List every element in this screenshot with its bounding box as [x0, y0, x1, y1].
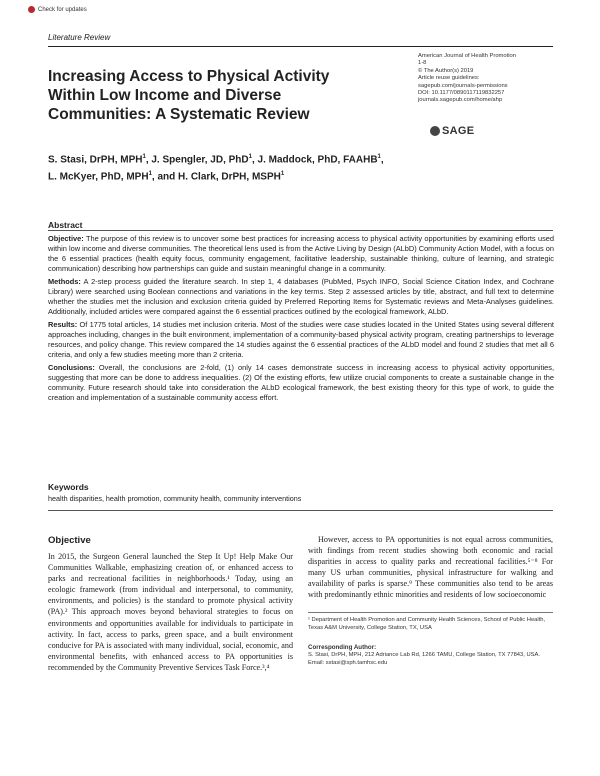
sage-logo-text: SAGE: [442, 125, 475, 137]
affiliation-marker: 1: [248, 154, 252, 160]
left-column: [48, 535, 293, 673]
abstract-body: [48, 234, 554, 406]
abstract-divider: [48, 230, 553, 231]
author-name: , J. Maddock, PhD, FAAHB: [251, 154, 378, 166]
abstract-label: Conclusions:: [48, 363, 95, 372]
sage-logo-icon: [430, 126, 440, 136]
author-name: S. Stasi, DrPH, MPH: [48, 154, 143, 166]
corresponding-address: S. Stasi, DrPH, MPH, 212 Adriance Lab Rd, 1266 TAMU, College Station, TX 77843, USA.: [308, 652, 540, 658]
meta-line[interactable]: journals.sagepub.com/home/ahp: [418, 97, 503, 104]
abstract-objective: [48, 234, 554, 274]
keywords-heading: Keywords: [48, 482, 89, 492]
meta-line: 1-8: [418, 60, 427, 67]
meta-line[interactable]: sagepub.com/journals-permissions: [418, 82, 508, 89]
affiliation-marker: 1: [377, 154, 381, 160]
right-column: [308, 534, 553, 601]
abstract-text: Overall, the conclusions are 2-fold, (1) only 14 cases demonstrate success in increasing access to physical activity opportunities, suggesting that more can be done to address inequalities. (2) Of the existing efforts, few utilize crucial components to create a sustainable change in the community. Future research should take into consideration the ALbD ecological framework, the best existing theory for this type of work, to guide the creation and implementation of a sustainable community access effort.: [48, 363, 554, 402]
abstract-text: The purpose of this review is to uncover some best practices for increasing access to physical activity opportunities by examining efforts used within low income and diverse communities. The theoretical lens used is from the Active Living by Design (ALbD) Community Action Model, with a focus on the 6 essential practices (health equity focus, community engagement, facilitative leadership, sustainable thinking, culture of learning, and strategic communication) describing how partnerships can guide and sustain meaningful change in a community.: [48, 234, 554, 273]
body-paragraph: However, access to PA opportunities is not equal across communities, with findings from recent studies showing both economic and racial disparities in access to quality parks and recreational facilities.⁵⁻⁸ For many US urban communities, physical infrastructure for walking and availability of parks is sparse.⁹ These communities also tend to be areas with predominantly ethnic minorities and residents of low socioeconomic: [308, 535, 553, 600]
objective-heading: Objective: [48, 535, 91, 546]
author-name: L. McKyer, PhD, MPH: [48, 171, 149, 183]
meta-line: © The Author(s) 2019: [418, 67, 474, 74]
badge-label: Check for updates: [38, 6, 87, 13]
abstract-label: Objective:: [48, 234, 84, 243]
affiliation-footnote: ¹ Department of Health Promotion and Community Health Sciences, School of Public Health, Texas A&M University, College Station, TX, USA: [308, 617, 546, 631]
sage-logo: [430, 125, 474, 137]
corresponding-author-details: [308, 652, 553, 667]
corresponding-author-heading: Corresponding Author:: [308, 644, 377, 651]
section-label: Literature Review: [48, 33, 111, 42]
article-title: Increasing Access to Physical Activity Within Low Income and Diverse Communities: A Systematic Review: [48, 68, 330, 123]
keywords-text: health disparities, health promotion, community health, community interventions: [48, 494, 302, 503]
abstract-results: [48, 320, 554, 360]
abstract-text: Of 1775 total articles, 14 studies met inclusion criteria. Most of the studies were case studies located in the United States using several different approaches including, changes in the built environment, implementation of a community-based physical activity program, creating partnerships to leverage resources, and policy change. This review compared the 14 studies against the 6 essential practices of the ALbD model and found 2 studies that met all 6 criteria, and only a few studies meeting more than 2 criteria.: [48, 320, 554, 359]
author-name: , J. Spengler, JD, PhD: [145, 154, 249, 166]
affiliation-marker: 1: [142, 154, 146, 160]
author-list: S. Stasi, DrPH, MPH$^1$, J. Spengler, JD, PhD$^1$, J. Maddock, PhD, FAAHB$^1$, L. McKyer, PhD, MPH$^1$, and H. Clark, DrPH, MSPH$^1$: [48, 154, 384, 183]
keywords-divider: [48, 510, 553, 511]
top-divider: [48, 46, 553, 47]
meta-line: Article reuse guidelines:: [418, 75, 480, 82]
abstract-methods: [48, 277, 554, 317]
meta-line[interactable]: DOI: 10.1177/0890117119832257: [418, 90, 505, 97]
abstract-label: Results:: [48, 320, 78, 329]
updates-icon: [28, 6, 35, 13]
abstract-text: A 2-step process guided the literature search. In step 1, 4 databases (PubMed, Psych INFO, Social Science Citation Index, and Cochrane Library) were searched using Boolean connections and variations in the key terms. Step 2 assessed articles by title, abstract, and full text to determine whether the studies met the inclusion and exclusion criteria guided by Preferred Reporting Items for Systematic reviews and Meta-Analyses guidelines. Additionally, included articles were compared against the 6 essential practices outlined by the ecological framework, ALbD.: [48, 277, 554, 316]
footnote-divider: [308, 612, 553, 613]
body-paragraph: In 2015, the Surgeon General launched the Step It Up! Help Make Our Communities Walkable, emphasizing creation of, or enhanced access to parks and recreational facilities in neighborhoods.¹ Today, using an ecologic framework (from individual and interpersonal, to community, environments, and policies) is the standard to promote physical activity (PA).² This approach moves beyond behavioral strategies to focus on environments and opportunities available for individuals to participate in activity. In fact, access to parks, green space, and a built environment conducive for PA is associated with many individual, social, economic, and environmental benefits, with enhanced access to PA opportunities is recommended by the Community Preventive Services Task Force.³,⁴: [48, 552, 293, 672]
author-name: , and H. Clark, DrPH, MSPH: [151, 171, 281, 183]
affiliation-marker: 1: [280, 171, 285, 178]
abstract-heading: Abstract: [48, 220, 83, 230]
corresponding-email[interactable]: Email: sstasi@sph.tamhsc.edu: [308, 659, 388, 666]
journal-meta: [418, 53, 558, 105]
meta-line: American Journal of Health Promotion: [418, 53, 516, 59]
affiliation-marker: 1: [148, 171, 152, 178]
check-for-updates-badge[interactable]: [28, 6, 87, 13]
abstract-label: Methods:: [48, 277, 81, 286]
abstract-conclusions: [48, 363, 554, 403]
